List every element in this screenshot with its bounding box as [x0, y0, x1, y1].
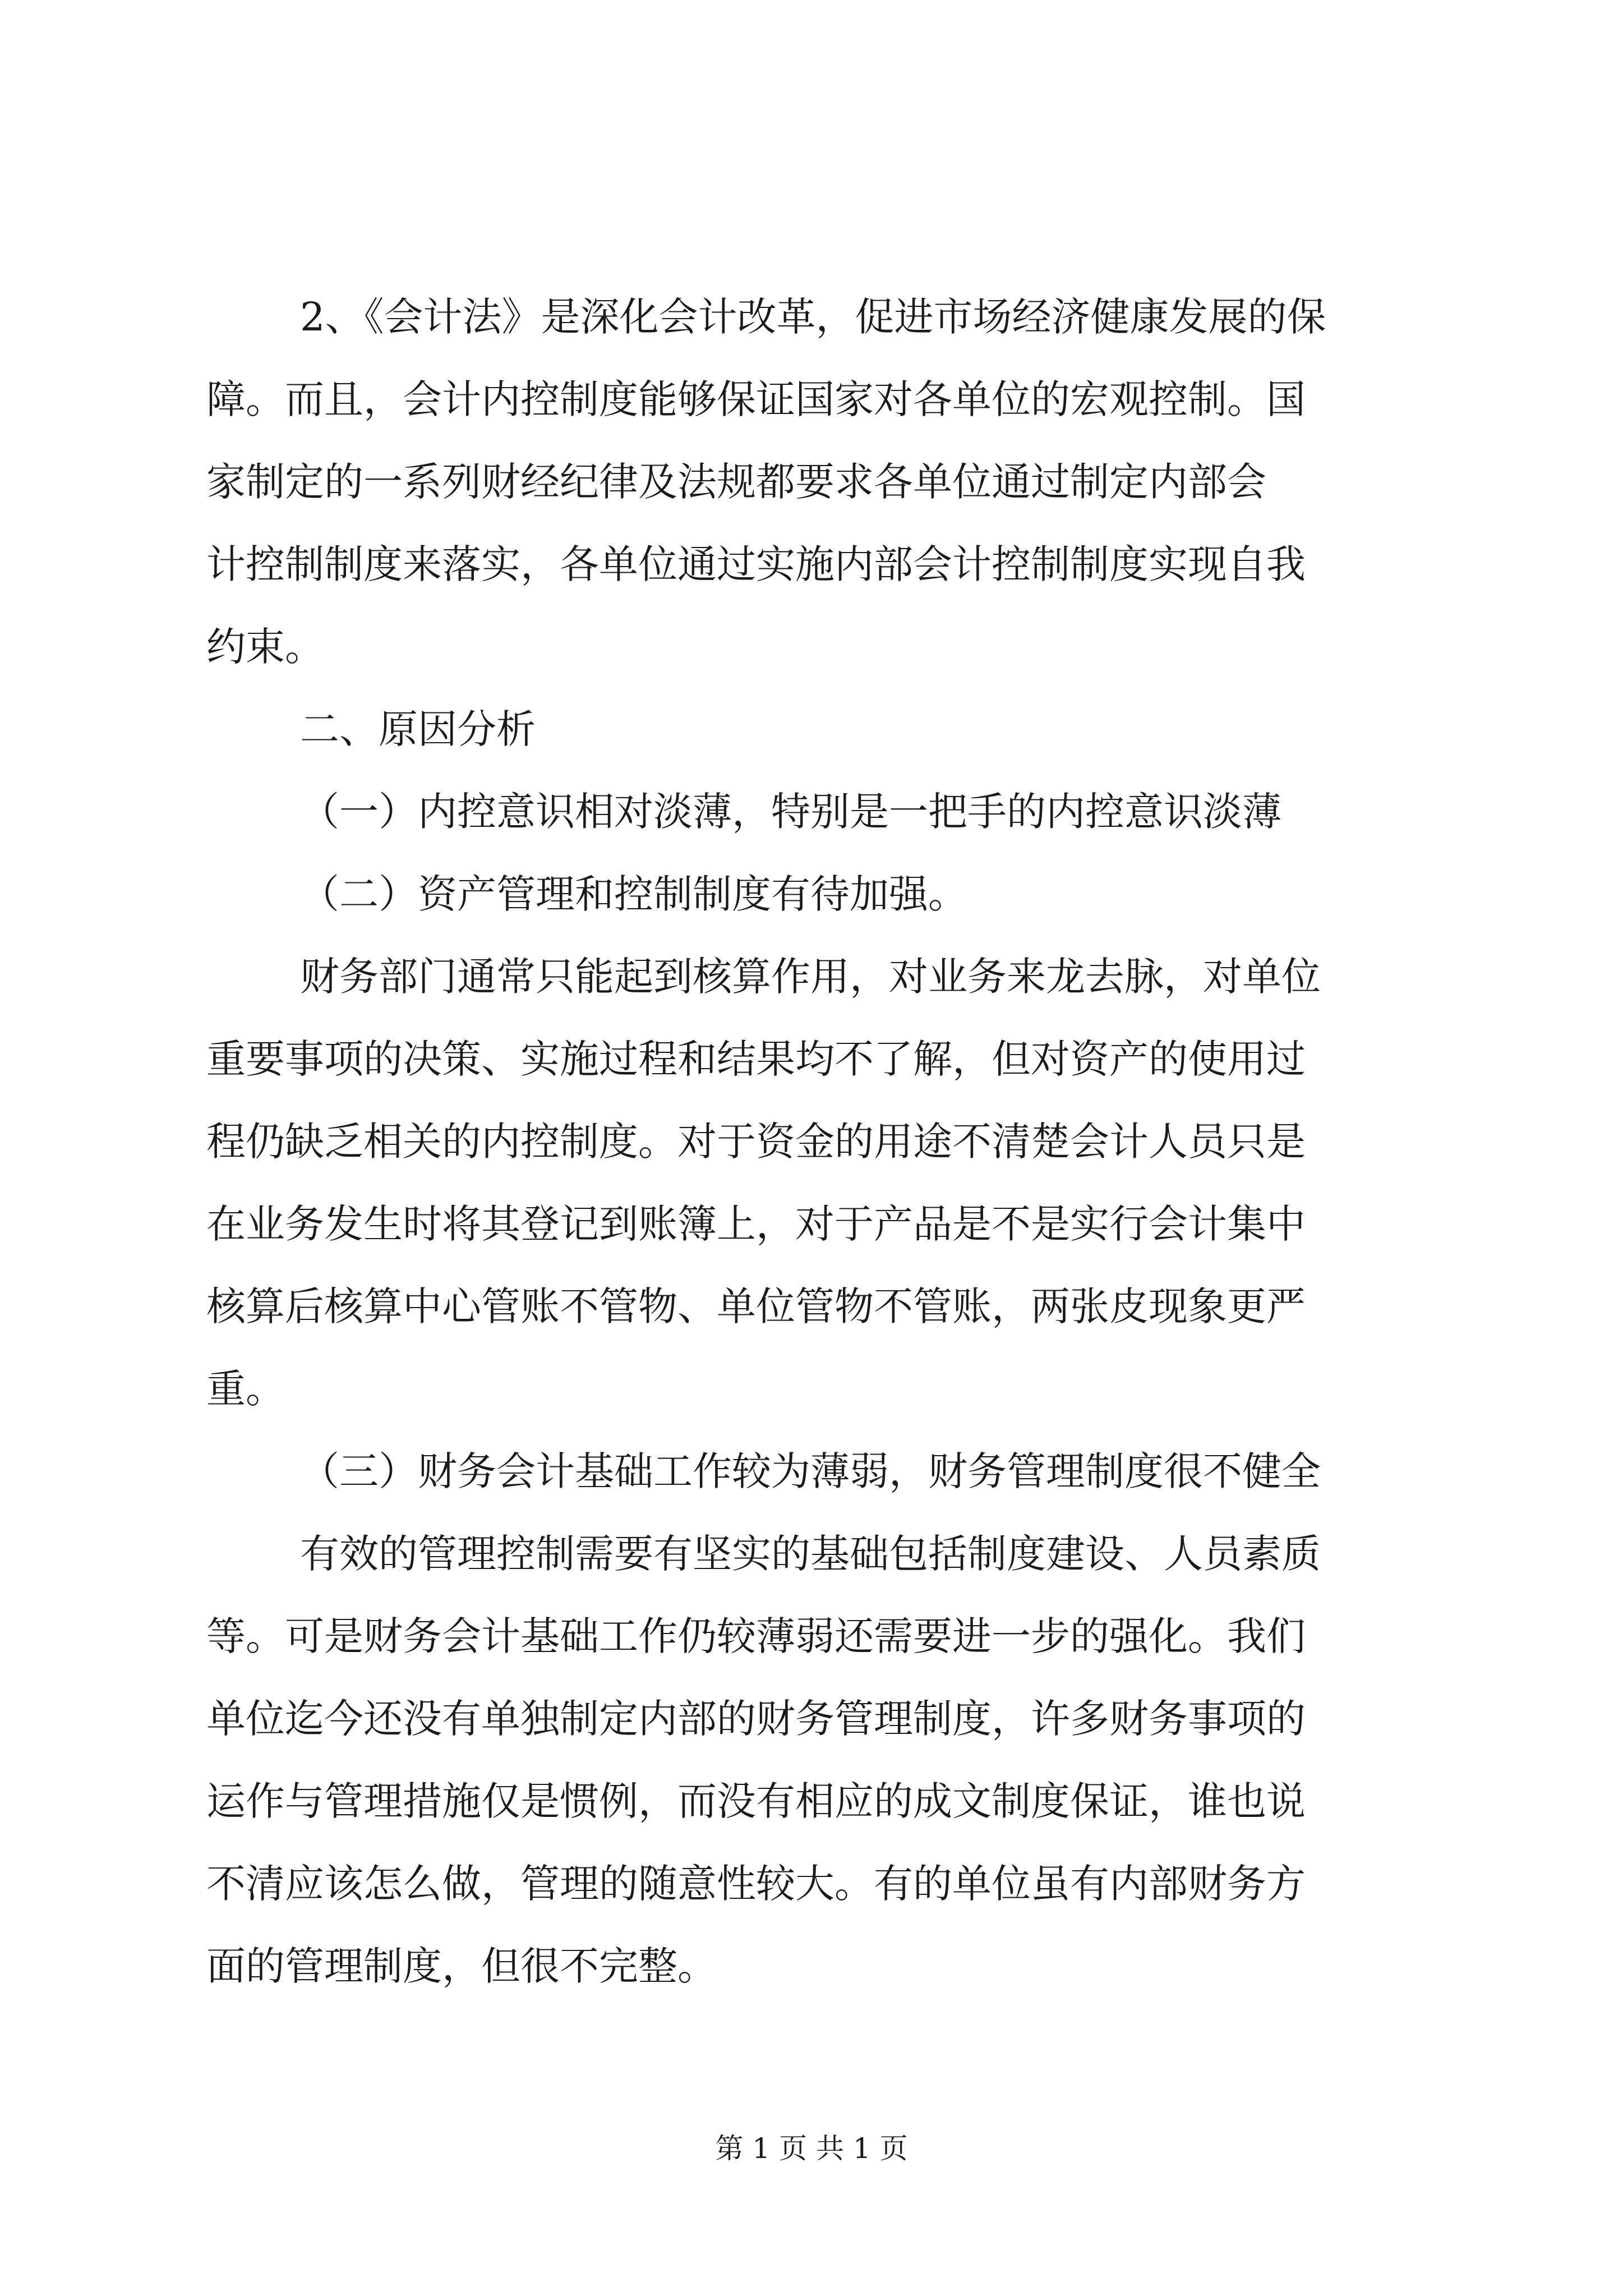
paragraph-line: 财务部门通常只能起到核算作用，对业务来龙去脉，对单位: [300, 954, 1321, 1000]
paragraph-line: 计控制制度来落实，各单位通过实施内部会计控制制度实现自我: [206, 541, 1306, 587]
page-number-footer: 第 1 页 共 1 页: [715, 2132, 908, 2165]
paragraph-line: 不清应该怎么做，管理的随意性较大。有的单位虽有内部财务方: [206, 1861, 1306, 1907]
paragraph-line: 2、《会计法》是深化会计改革，促进市场经济健康发展的保: [300, 294, 1326, 340]
paragraph-line: 重要事项的决策、实施过程和结果均不了解，但对资产的使用过: [206, 1036, 1306, 1082]
paragraph-line: 重。: [206, 1366, 285, 1412]
paragraph-line: 障。而且，会计内控制度能够保证国家对各单位的宏观控制。国: [206, 376, 1306, 422]
paragraph-line: 有效的管理控制需要有坚实的基础包括制度建设、人员素质: [300, 1531, 1321, 1577]
paragraph-line: 约束。: [206, 624, 324, 670]
paragraph-line: 核算后核算中心管账不管物、单位管物不管账，两张皮现象更严: [206, 1283, 1306, 1329]
paragraph-line: 单位迄今还没有单独制定内部的财务管理制度，许多财务事项的: [206, 1696, 1306, 1742]
section-heading: 二、原因分析: [300, 706, 536, 752]
paragraph-line: 在业务发生时将其登记到账簿上，对于产品是不是实行会计集中: [206, 1201, 1306, 1247]
subsection-heading: （一）内控意识相对淡薄，特别是一把手的内控意识淡薄: [300, 789, 1281, 835]
paragraph-line: 运作与管理措施仅是惯例，而没有相应的成文制度保证，谁也说: [206, 1778, 1306, 1824]
paragraph-line: 程仍缺乏相关的内控制度。对于资金的用途不清楚会计人员只是: [206, 1119, 1306, 1165]
paragraph-line: 等。可是财务会计基础工作仍较薄弱还需要进一步的强化。我们: [206, 1613, 1306, 1659]
paragraph-line: 家制定的一系列财经纪律及法规都要求各单位通过制定内部会: [206, 459, 1266, 505]
paragraph-line: 面的管理制度，但很不完整。: [206, 1943, 717, 1989]
subsection-heading: （三）财务会计基础工作较为薄弱，财务管理制度很不健全: [300, 1448, 1321, 1494]
subsection-heading: （二）资产管理和控制制度有待加强。: [300, 871, 967, 917]
